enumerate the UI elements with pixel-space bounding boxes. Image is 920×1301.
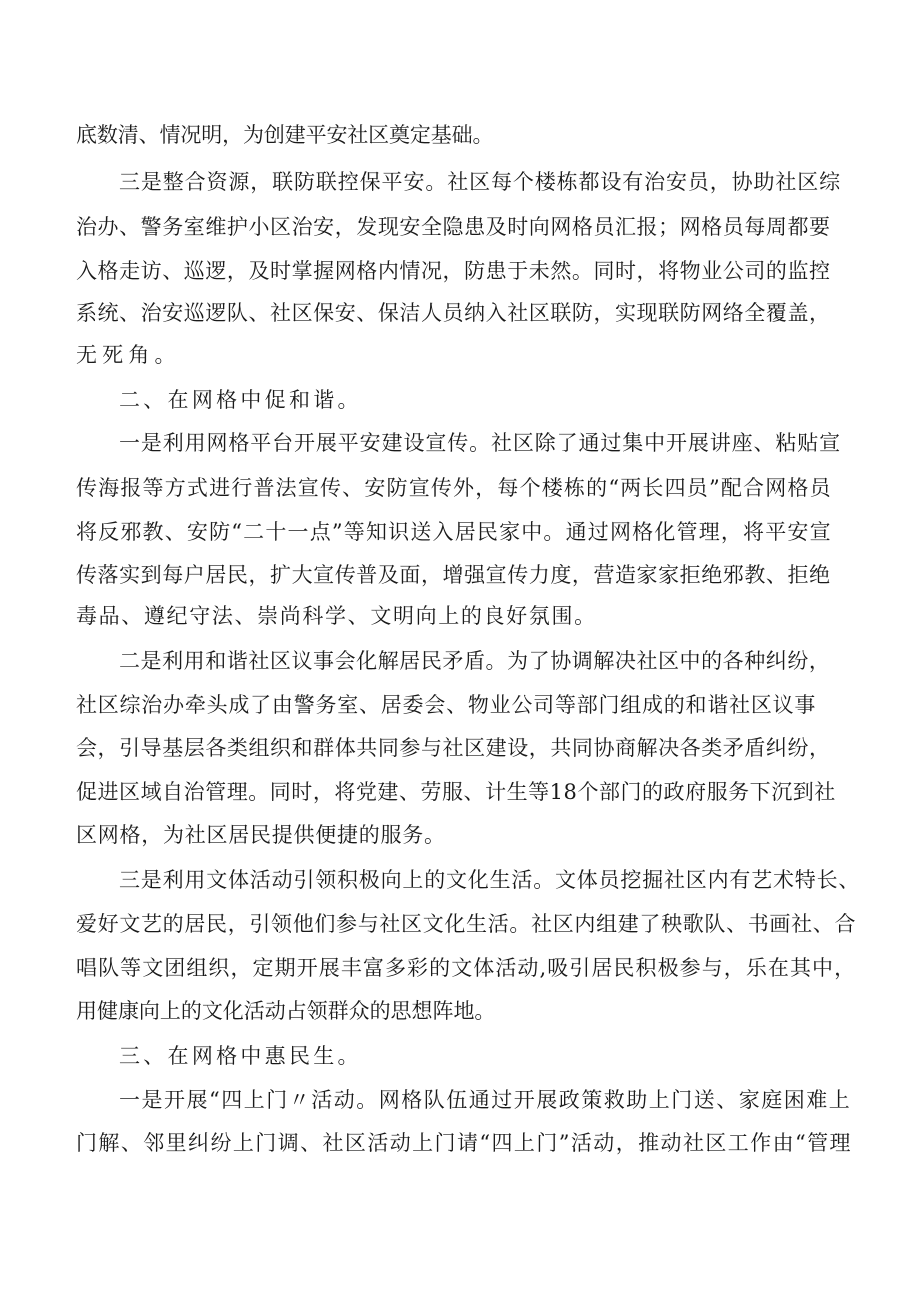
text-line: 底数清、情况明，为创建平安社区奠定基础。 xyxy=(76,123,494,147)
text-line: 将反邪教、安防“二十一点”等知识送入居民家中。通过网格化管理，将平安宣 xyxy=(76,520,832,544)
text-line: 入格走访、巡逻，及时掌握网格内情况，防患于未然。同时，将物业公司的监控 xyxy=(76,259,831,283)
text-line: 系统、治安巡逻队、社区保安、保洁人员纳入社区联防，实现联防网络全覆盖， xyxy=(76,301,831,325)
section-heading: 二、在网格中促和谐。 xyxy=(119,388,362,412)
text-line: 唱队等文团组织，定期开展丰富多彩的文体活动,吸引居民积极参与，乐在其中， xyxy=(76,956,857,980)
text-line: 社区综治办牵头成了由警务室、居委会、物业公司等部门组成的和谐社区议事 xyxy=(76,693,817,717)
text-line: 毒品、遵纪守法、崇尚科学、文明向上的良好氛围。 xyxy=(76,604,597,628)
text-line: 二是利用和谐社区议事会化解居民矛盾。为了协调解决社区中的各种纠纷， xyxy=(119,649,831,673)
text-line: 门解、邻里纠纷上门调、社区活动上门请“四上门”活动，推动社区工作由“管理 xyxy=(76,1131,852,1155)
text-line: 一是利用网格平台开展平安建设宣传。社区除了通过集中开展讲座、粘贴宣 xyxy=(119,431,842,455)
text-line: 用健康向上的文化活动占领群众的思想阵地。 xyxy=(76,999,496,1023)
text-line: 治办、警务室维护小区治安，发现安全隐患及时向网格员汇报；网格员每周都要 xyxy=(76,215,831,239)
text-line: 三是整合资源，联防联控保平安。社区每个楼栋都设有治安员，协助社区综 xyxy=(119,170,842,194)
text-line: 传落实到每户居民，扩大宣传普及面，增强宣传力度，营造家家拒绝邪教、拒绝 xyxy=(76,563,831,587)
text-line: 三是利用文体活动引领积极向上的文化生活。文体员挖掘社区内有艺术特长、 xyxy=(119,868,861,892)
section-heading: 三、在网格中惠民生。 xyxy=(119,1044,362,1068)
text-line: 传海报等方式进行普法宣传、安防宣传外，每个楼栋的“两长四员”配合网格员 xyxy=(76,476,832,500)
text-line: 促进区域自治管理。同时，将党建、劳服、计生等18个部门的政府服务下沉到社 xyxy=(76,780,836,804)
text-line: 会，引导基层各类组织和群体共同参与社区建设，共同协商解决各类矛盾纠纷， xyxy=(76,736,831,760)
text-line: 爱好文艺的居民，引领他们参与社区文化生活。社区内组建了秧歌队、书画社、合 xyxy=(76,912,857,936)
text-line: 无死角。 xyxy=(76,343,181,367)
text-line: 区网格，为社区居民提供便捷的服务。 xyxy=(76,823,446,847)
text-line: 一是开展“四上门〃活动。网格队伍通过开展政策救助上门送、家庭困难上 xyxy=(119,1088,852,1112)
